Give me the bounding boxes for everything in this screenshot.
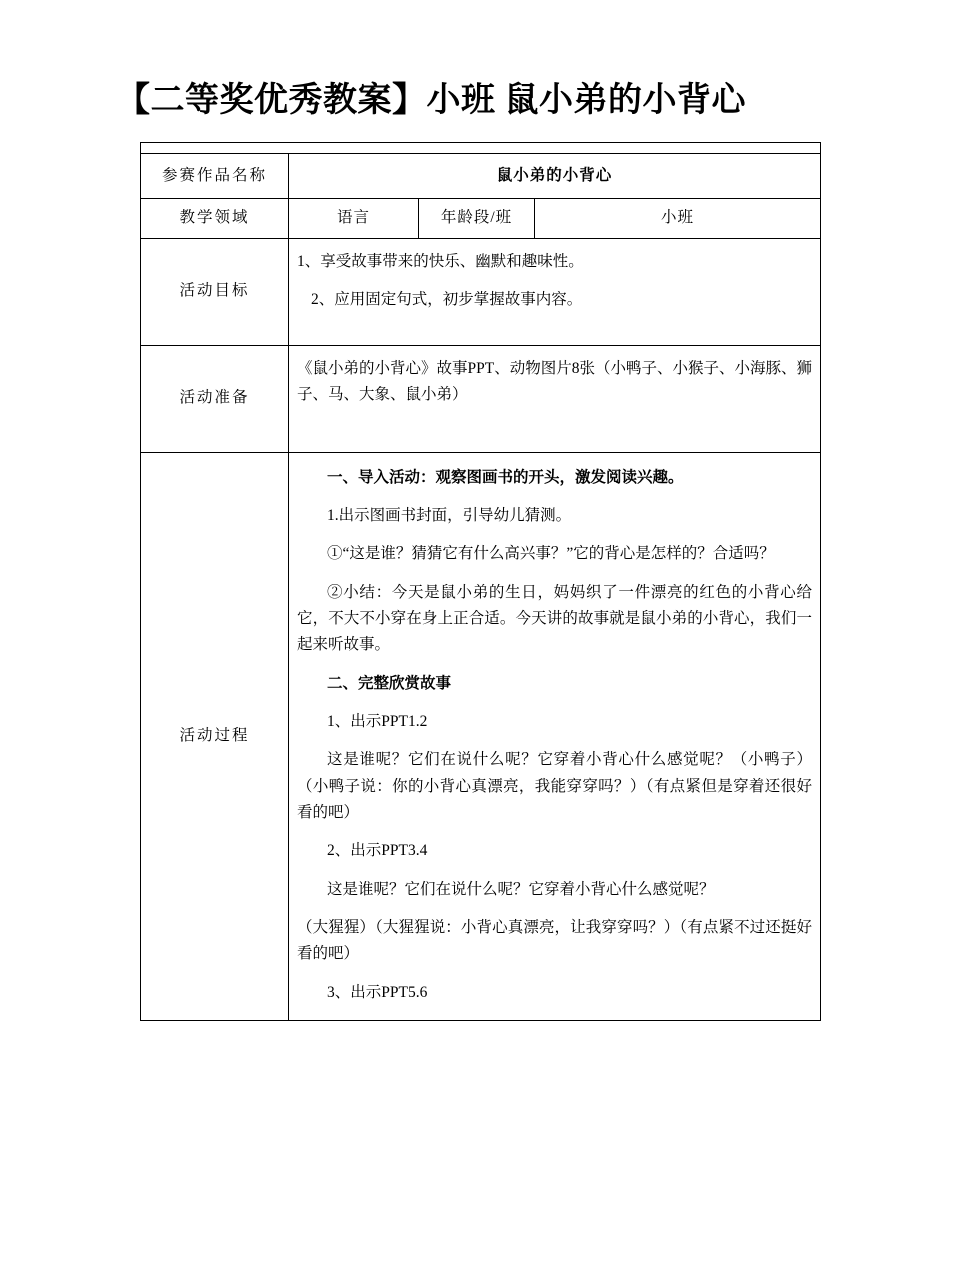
activity-process-value	[289, 452, 821, 1021]
page-title: 【二等奖优秀教案】小班 鼠小弟的小背心	[116, 82, 746, 119]
process-step: 这是谁呢？它们在说什么呢？它穿着小背心什么感觉呢？	[327, 880, 715, 898]
work-name-value: 鼠小弟的小背心	[289, 153, 821, 198]
process-step: 这是谁呢？它们在说什么呢？它穿着小背心什么感觉呢？（小鸭子）（小鸭子说：你的小背心真漂亮，我能穿穿吗？）（有点紧但是穿着还很好看的吧）	[297, 751, 812, 822]
process-step: （大猩猩）（大猩猩说：小背心真漂亮，让我穿穿吗？）（有点紧不过还挺好看的吧）	[297, 919, 812, 963]
goal-item: 2、应用固定句式，初步掌握故事内容。	[311, 290, 583, 308]
table-row-banner	[141, 142, 821, 153]
process-step: 一、导入活动：观察图画书的开头，激发阅读兴趣。	[327, 468, 684, 486]
process-step: ①“这是谁？猜猜它有什么高兴事？”它的背心是怎样的？合适吗？	[327, 545, 775, 563]
age-group-label: 年龄段/班	[419, 199, 535, 238]
process-step: 1.出示图画书封面，引导幼儿猜测。	[327, 506, 572, 524]
teaching-field-label: 教学领域	[141, 199, 289, 238]
table-row-goals	[141, 238, 821, 345]
process-step: 二、完整欣赏故事	[327, 674, 452, 692]
process-step: 1、出示PPT1.2	[327, 712, 428, 730]
process-step: 3、出示PPT5.6	[327, 983, 428, 1001]
table-row-field	[141, 199, 821, 238]
process-step: ②小结：今天是鼠小弟的生日，妈妈织了一件漂亮的红色的小背心给它，不大不小穿在身上正合适。今天讲的故事就是鼠小弟的小背心，我们一起来听故事。	[297, 583, 812, 654]
competition-banner	[141, 142, 821, 153]
goal-item: 1、享受故事带来的快乐、幽默和趣味性。	[297, 252, 584, 270]
activity-process-label: 活动过程	[141, 452, 289, 1021]
lesson-plan-table	[140, 142, 821, 1021]
activity-goals-value	[289, 238, 821, 345]
teaching-field-value: 语言	[289, 199, 419, 238]
activity-preparation-value	[289, 345, 821, 452]
table-row-prep	[141, 345, 821, 452]
activity-goals-label: 活动目标	[141, 238, 289, 345]
table-row-work-name	[141, 153, 821, 198]
activity-preparation-label: 活动准备	[141, 345, 289, 452]
table-row-process	[141, 452, 821, 1021]
work-name-label: 参赛作品名称	[141, 153, 289, 198]
age-group-value: 小班	[535, 199, 821, 238]
prep-text: 《鼠小弟的小背心》故事PPT、动物图片8张（小鸭子、小猴子、小海豚、狮子、马、大象、鼠小弟）	[297, 359, 812, 403]
process-step: 2、出示PPT3.4	[327, 842, 428, 860]
